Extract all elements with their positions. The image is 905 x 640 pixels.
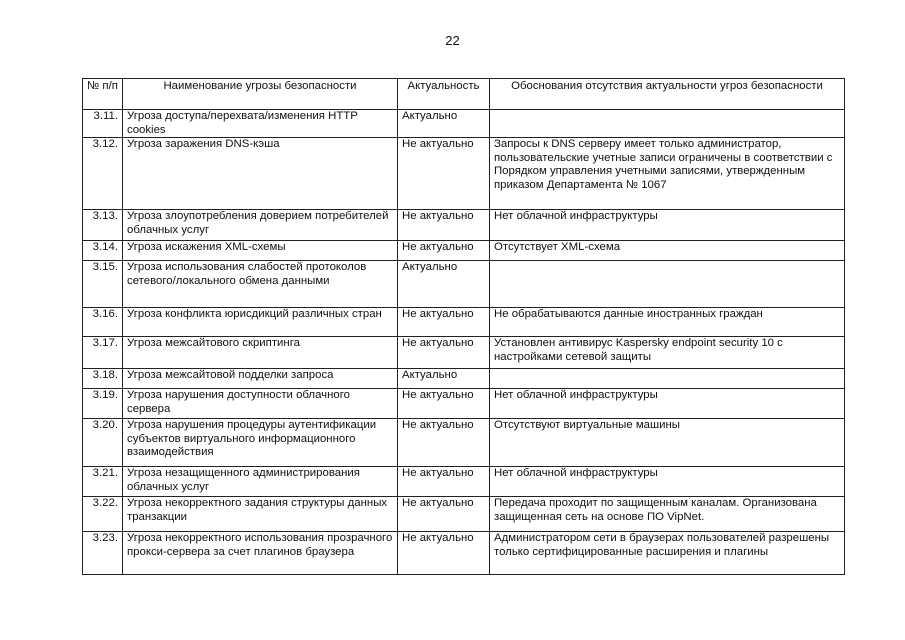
row-num: 3.22. [83,497,123,532]
table-row [83,419,845,467]
threat-name: Угроза конфликта юрисдикций различных стран [123,308,398,337]
threat-name: Угроза незащищенного администрирования облачных услуг [123,467,398,497]
threat-name: Угроза использования слабостей протоколов сетевого/локального обмена данными [123,261,398,308]
row-num: 3.23. [83,532,123,575]
header-actuality: Актуальность [398,79,490,110]
justification: Нет облачной инфраструктуры [490,467,845,497]
table-row [83,261,845,308]
justification [490,369,845,389]
actuality-value: Актуально [398,110,490,138]
table-row [83,110,845,138]
threat-name: Угроза нарушения процедуры аутентификации субъектов виртуального информационного взаимодействия [123,419,398,467]
table-row [83,497,845,532]
header-num: № п/п [83,79,123,110]
table-row [83,337,845,369]
table-header-row [83,79,845,110]
threat-name: Угроза межсайтовой подделки запроса [123,369,398,389]
row-num: 3.18. [83,369,123,389]
actuality-value: Не актуально [398,497,490,532]
header-name: Наименование угрозы безопасности [123,79,398,110]
actuality-value: Актуально [398,369,490,389]
justification: Нет облачной инфраструктуры [490,210,845,241]
table-row [83,532,845,575]
threat-name: Угроза злоупотребления доверием потребителей облачных услуг [123,210,398,241]
table-row [83,308,845,337]
threat-name: Угроза доступа/перехвата/изменения HTTP cookies [123,110,398,138]
row-num: 3.15. [83,261,123,308]
actuality-value: Не актуально [398,532,490,575]
row-num: 3.16. [83,308,123,337]
row-num: 3.19. [83,389,123,419]
header-justification: Обоснования отсутствия актуальности угроз безопасности [490,79,845,110]
row-num: 3.20. [83,419,123,467]
row-num: 3.12. [83,138,123,210]
actuality-value: Актуально [398,261,490,308]
row-num: 3.11. [83,110,123,138]
page-number: 22 [445,33,460,48]
justification [490,110,845,138]
actuality-value: Не актуально [398,467,490,497]
justification: Отсутствует XML-схема [490,241,845,261]
actuality-value: Не актуально [398,419,490,467]
actuality-value: Не актуально [398,308,490,337]
actuality-value: Не актуально [398,241,490,261]
justification: Не обрабатываются данные иностранных граждан [490,308,845,337]
justification: Нет облачной инфраструктуры [490,389,845,419]
row-num: 3.13. [83,210,123,241]
threat-name: Угроза некорректного задания структуры данных транзакции [123,497,398,532]
table-row [83,138,845,210]
threat-name: Угроза межсайтового скриптинга [123,337,398,369]
justification [490,261,845,308]
justification: Отсутствуют виртуальные машины [490,419,845,467]
row-num: 3.17. [83,337,123,369]
table-row [83,241,845,261]
actuality-value: Не актуально [398,337,490,369]
table-row [83,210,845,241]
actuality-value: Не актуально [398,210,490,241]
threat-name: Угроза нарушения доступности облачного сервера [123,389,398,419]
justification: Администратором сети в браузерах пользователей разрешены только сертифицированные расширения и плагины [490,532,845,575]
table-row [83,467,845,497]
row-num: 3.21. [83,467,123,497]
threats-table [82,78,845,575]
table-row [83,369,845,389]
threat-name: Угроза заражения DNS-кэша [123,138,398,210]
actuality-value: Не актуально [398,138,490,210]
threat-name: Угроза некорректного использования прозрачного прокси-сервера за счет плагинов браузера [123,532,398,575]
table-row [83,389,845,419]
justification: Установлен антивирус Kaspersky endpoint security 10 с настройками сетевой защиты [490,337,845,369]
justification: Запросы к DNS серверу имеет только администратор, пользовательские учетные записи ограничены в соответствии с Порядком управления учетными записями, утвержденным приказом Департамента № 1067 [490,138,845,210]
justification: Передача проходит по защищенным каналам. Организована защищенная сеть на основе ПО VipNet. [490,497,845,532]
threat-name: Угроза искажения XML-схемы [123,241,398,261]
row-num: 3.14. [83,241,123,261]
actuality-value: Не актуально [398,389,490,419]
